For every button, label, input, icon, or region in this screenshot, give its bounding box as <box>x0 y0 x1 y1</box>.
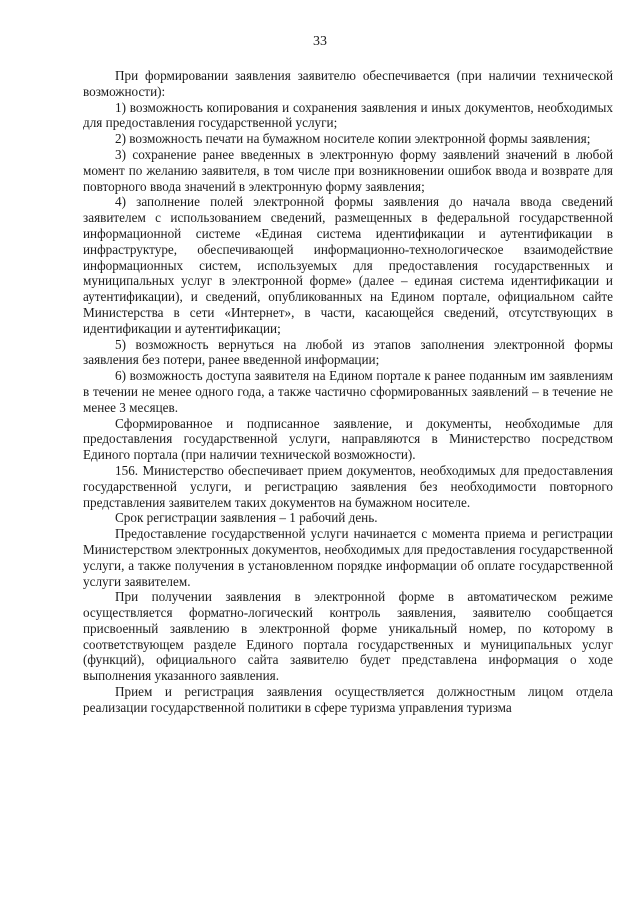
paragraph-clause-156: 156. Министерство обеспечивает прием документов, необходимых для предоставления государственной услуги, и регистрацию заявления без необходимости повторного представления заявителем таких документов на бумажном носителе. <box>83 462 613 510</box>
paragraph-registration-term: Срок регистрации заявления – 1 рабочий день. <box>115 510 378 526</box>
page-number: 33 <box>313 34 327 49</box>
paragraph-format-control: При получении заявления в электронной форме в автоматическом режиме осуществляется форматно-логический контроль заявления, заявителю сообщается присвоенный заявлению в электронной форме уникальный номер, по которому в соответствующем разделе Единого портала государственных и муниципальных услуг (функций), официального сайта заявителю будет представлена информация о ходе выполнения указанного заявления. <box>83 589 613 684</box>
paragraph-item-1: 1) возможность копирования и сохранения заявления и иных документов, необходимых для предоставления государственной услуги; <box>83 99 613 131</box>
paragraph-item-3: 3) сохранение ранее введенных в электронную форму заявлений значений в любой момент по желанию заявителя, в том числе при возникновении ошибок ввода и возврате для повторного ввода значений в электронную форму заявления; <box>83 146 613 194</box>
paragraph-service-start: Предоставление государственной услуги начинается с момента приема и регистрации Министерством электронных документов, необходимых для предоставления государственной услуги, а также получения в установленном порядке информации об оплате государственной услуги заявителем. <box>83 526 613 589</box>
paragraph-reception: Прием и регистрация заявления осуществляется должностным лицом отдела реализации государственной политики в сфере туризма управления туризма <box>83 684 613 715</box>
paragraph-submission: Сформированное и подписанное заявление, и документы, необходимые для предоставления государственной услуги, направляются в Министерство посредством Единого портала (при наличии технической возможности). <box>83 415 613 463</box>
document-body <box>83 68 613 716</box>
paragraph-item-4: 4) заполнение полей электронной формы заявления до начала ввода сведений заявителем с использованием сведений, размещенных в федеральной государственной информационной системе «Единая система идентификации и аутентификации в инфраструктуре, обеспечивающей информационно-технологическое взаимодействие информационных систем, используемых для предоставления государственных и муниципальных услуг в электронной форме» (далее – единая система идентификации и аутентификации), и сведений, опубликованных на Едином портале, официальном сайте Министерства в сети «Интернет», в части, касающейся сведений, отсутствующих в идентификации и аутентификации; <box>83 194 613 336</box>
paragraph-intro: При формировании заявления заявителю обеспечивается (при наличии технической возможности): <box>83 68 613 99</box>
paragraph-item-2: 2) возможность печати на бумажном носителе копии электронной формы заявления; <box>115 131 591 147</box>
paragraph-item-6: 6) возможность доступа заявителя на Едином портале к ранее поданным им заявлениям в течении не менее одного года, а также частично сформированных заявлений – в течение не менее 3 месяцев. <box>83 368 613 415</box>
paragraph-item-5: 5) возможность вернуться на любой из этапов заполнения электронной формы заявления без потери, ранее введенной информации; <box>83 336 613 368</box>
